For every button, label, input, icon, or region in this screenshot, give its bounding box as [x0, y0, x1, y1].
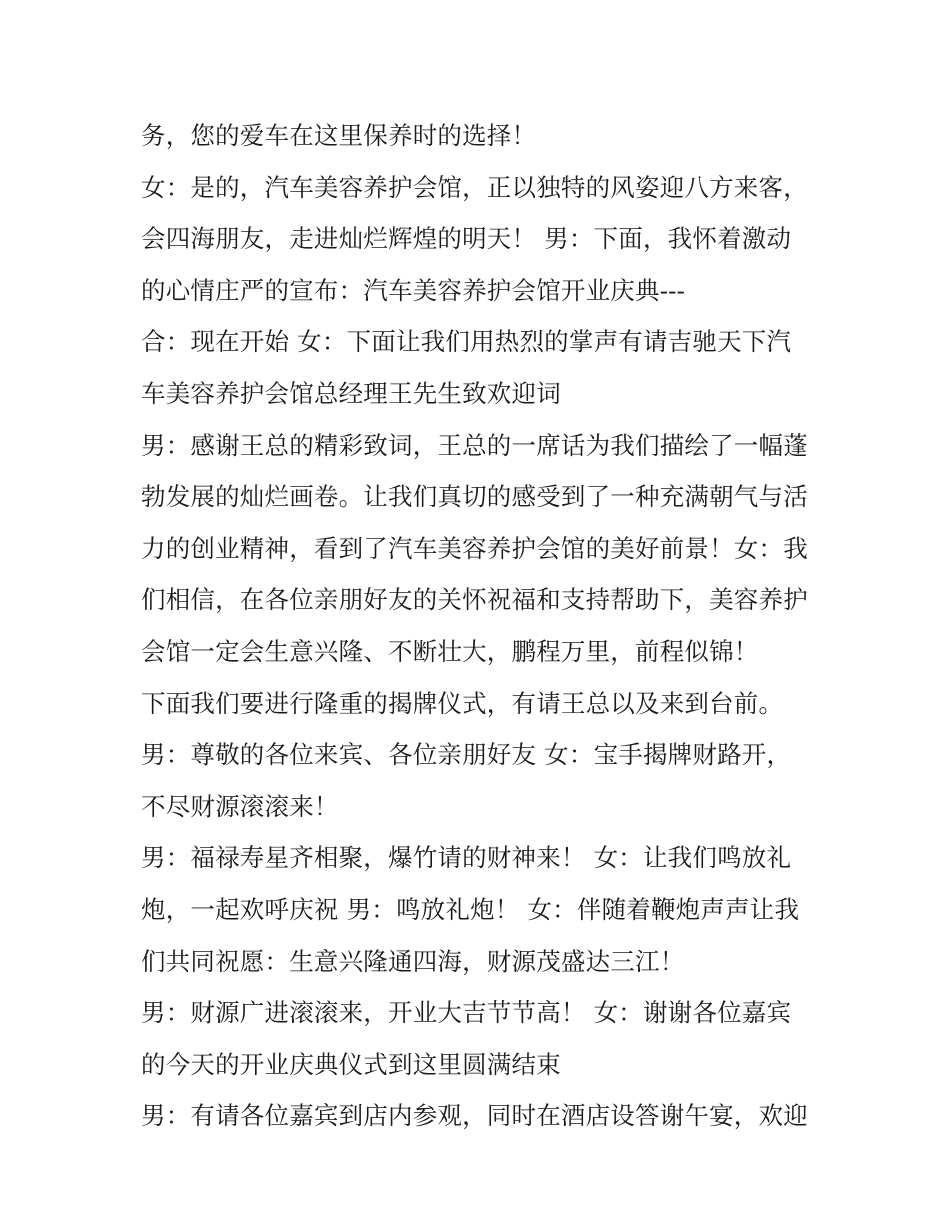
text-line: 们共同祝愿：生意兴隆通四海，财源茂盛达三江！ — [141, 946, 685, 976]
text-line: 炮，一起欢呼庆祝 男：鸣放礼炮！ 女：伴随着鞭炮声声让我 — [141, 894, 800, 924]
text-line: 男：财源广进滚滚来，开业大吉节节高！ 女：谢谢各位嘉宾 — [141, 998, 792, 1028]
text-line: 勃发展的灿烂画卷。让我们真切的感受到了一种充满朝气与活 — [141, 482, 808, 512]
text-line: 力的创业精神，看到了汽车美容养护会馆的美好前景！女：我 — [141, 533, 808, 563]
text-line: 合：现在开始 女：下面让我们用热烈的掌声有请吉驰天下汽 — [141, 327, 792, 357]
text-line: 男：尊敬的各位来宾、各位亲朋好友 女：宝手揭牌财路开， — [141, 740, 792, 770]
text-line: 务，您的爱车在这里保养时的选择！ — [141, 121, 537, 150]
text-line: 女：是的，汽车美容养护会馆，正以独特的风姿迎八方来客， — [141, 172, 808, 202]
text-line: 们相信，在各位亲朋好友的关怀祝福和支持帮助下，美容养护 — [141, 585, 808, 615]
text-line: 男：福禄寿星齐相聚，爆竹请的财神来！ 女：让我们鸣放礼 — [141, 843, 792, 873]
text-line: 会四海朋友，走进灿烂辉煌的明天！ 男：下面，我怀着激动 — [141, 224, 792, 254]
text-line: 男：有请各位嘉宾到店内参观，同时在酒店设答谢午宴，欢迎 — [141, 1101, 808, 1131]
text-line: 的今天的开业庆典仪式到这里圆满结束 — [141, 1049, 561, 1079]
text-line: 的心情庄严的宣布：汽车美容养护会馆开业庆典--- — [141, 275, 686, 305]
text-line: 不尽财源滚滚来！ — [141, 791, 339, 821]
text-line: 车美容养护会馆总经理王先生致欢迎词 — [141, 378, 561, 408]
text-line: 会馆一定会生意兴隆、不断壮大，鹏程万里，前程似锦！ — [141, 636, 759, 666]
body-text — [141, 110, 821, 1142]
text-line: 下面我们要进行隆重的揭牌仪式，有请王总以及来到台前。 — [141, 688, 784, 718]
text-line: 男：感谢王总的精彩致词，王总的一席话为我们描绘了一幅蓬 — [141, 430, 808, 460]
